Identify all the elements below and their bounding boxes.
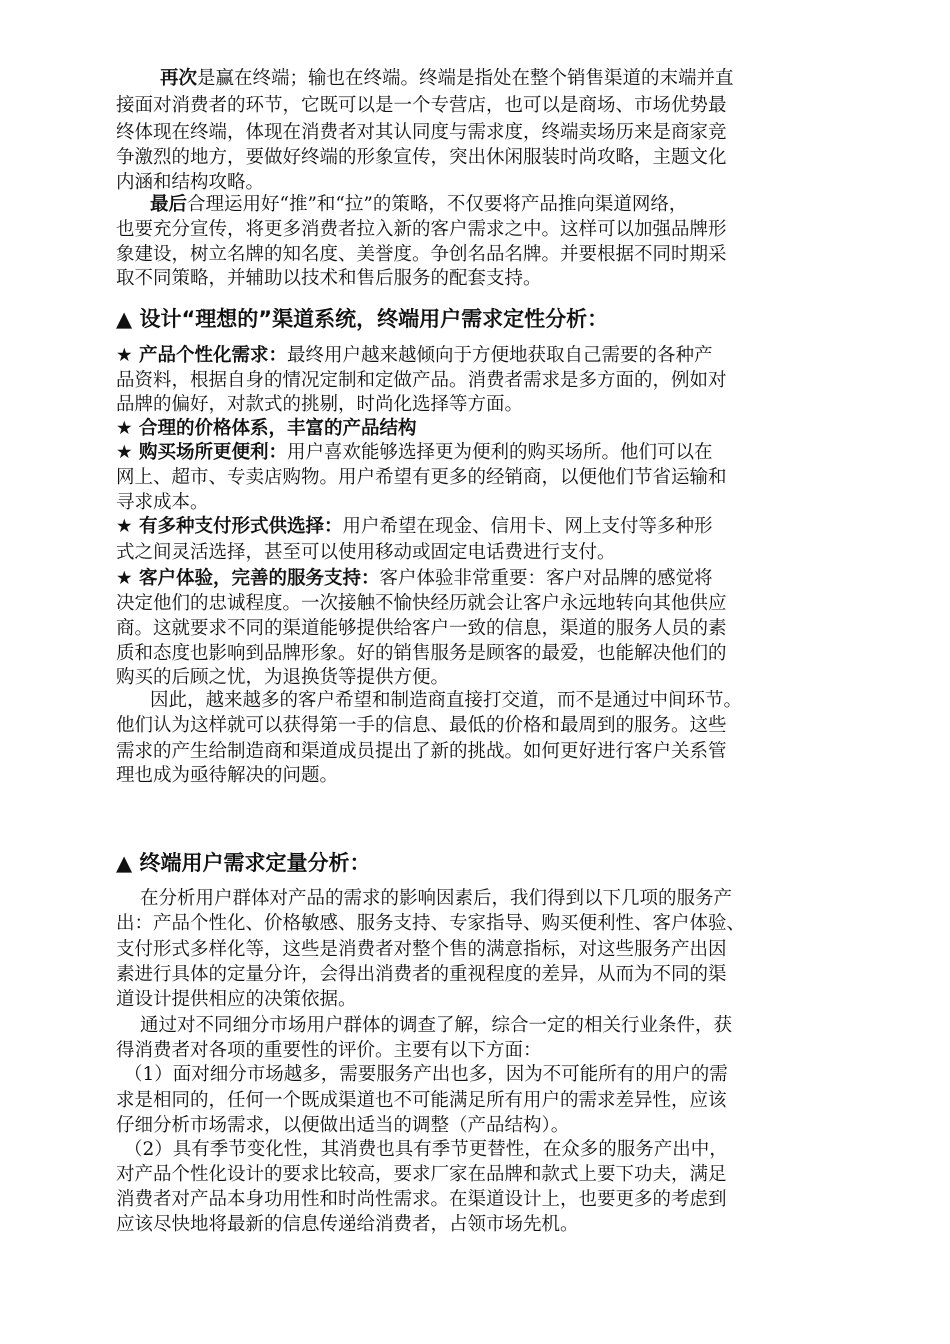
paragraph-line: 理也成为亟待解决的问题。 [116, 765, 339, 786]
list-item-line: 寻求成本。 [116, 492, 209, 513]
paragraph-lead: 最后 [150, 194, 188, 215]
paragraph-line: 因此，越来越多的客户希望和制造商直接打交道，而不是通过中间环节。 [150, 690, 743, 711]
paragraph-line: 接面对消费者的环节，它既可以是一个专营店，也可以是商场、市场优势最 [116, 95, 727, 116]
section-heading: ▲ 设计“理想的”渠道系统，终端用户需求定性分析： [116, 307, 609, 331]
paragraph-line: 争激烈的地方，要做好终端的形象宣传，突出休闲服装时尚攻略，主题文化 [116, 147, 727, 168]
paragraph-line: （1）面对细分市场越多，需要服务产出也多，因为不可能所有的用户的需 [124, 1064, 728, 1085]
section-heading: ▲ 终端用户需求定量分析： [116, 851, 371, 875]
list-item-line: 商。这就要求不同的渠道能够提供给客户一致的信息，渠道的服务人员的素 [116, 618, 727, 639]
list-item-line: 网上、超市、专卖店购物。用户希望有更多的经销商，以便他们节省运输和 [116, 467, 727, 488]
list-item-text: 最终用户越来越倾向于方便地获取自己需要的各种产 [287, 345, 713, 366]
paragraph-line [160, 70, 734, 89]
paragraph-line [150, 196, 687, 215]
list-item-label: ★ 购买场所更便利： [116, 442, 288, 463]
list-item-line: 式之间灵活选择，甚至可以使用移动或固定电话费进行支付。 [116, 542, 616, 563]
list-item-line: 决定他们的忠诚程度。一次接触不愉快经历就会让客户永远地转向其他供应 [116, 593, 727, 614]
list-item-label: ★ 合理的价格体系，丰富的产品结构 [116, 418, 417, 439]
paragraph-line: 消费者对产品本身功用性和时尚性需求。在渠道设计上，也要更多的考虑到 [116, 1189, 727, 1210]
paragraph-line: 道设计提供相应的决策依据。 [116, 989, 357, 1010]
paragraph-line: 素进行具体的定量分许，会得出消费者的重视程度的差异，从而为不同的渠 [116, 964, 727, 985]
paragraph-line: 得消费者对各项的重要性的评价。主要有以下方面： [116, 1040, 542, 1061]
list-item-line: 品牌的偏好，对款式的挑剔，时尚化选择等方面。 [116, 394, 524, 415]
paragraph-line: 通过对不同细分市场用户群体的调查了解，综合一定的相关行业条件，获 [140, 1015, 733, 1036]
paragraph-line: 求是相同的，任何一个既成渠道也不可能满足所有用户的需求差异性，应该 [116, 1090, 727, 1111]
paragraph-line: （2）具有季节变化性，其消费也具有季节更替性，在众多的服务产出中， [124, 1139, 728, 1160]
list-item [116, 420, 417, 439]
list-item-line: 品资料，根据自身的情况定制和定做产品。消费者需求是多方面的，例如对 [116, 370, 727, 391]
paragraph-line: 也要充分宣传，将更多消费者拉入新的客户需求之中。这样可以加强品牌形 [116, 219, 727, 240]
paragraph-line: 出：产品个性化、价格敏感、服务支持、专家指导、购买便利性、客户体验、 [116, 913, 746, 934]
paragraph-line: 取不同策略，并辅助以技术和售后服务的配套支持。 [116, 268, 542, 289]
paragraph-text: 合理运用好“推”和“拉”的策略，不仅要将产品推向渠道网络， [187, 194, 688, 215]
list-item-label: ★ 有多种支付形式供选择： [116, 516, 343, 537]
paragraph-line: 应该尽快地将最新的信息传递给消费者，占领市场先机。 [116, 1214, 579, 1235]
list-item [116, 570, 713, 589]
list-item [116, 518, 713, 537]
paragraph-line: 对产品个性化设计的要求比较高，要求厂家在品牌和款式上要下功夫，满足 [116, 1164, 727, 1185]
list-item-label: ★ 客户体验，完善的服务支持： [116, 568, 380, 589]
paragraph-line: 他们认为这样就可以获得第一手的信息、最低的价格和最周到的服务。这些 [116, 715, 727, 736]
paragraph-line: 在分析用户群体对产品的需求的影响因素后，我们得到以下几项的服务产 [140, 888, 733, 909]
paragraph-line: 象建设，树立名牌的知名度、美誉度。争创名品名牌。并要根据不同时期采 [116, 244, 727, 265]
list-item-label: ★ 产品个性化需求： [116, 345, 288, 366]
list-item-text: 客户体验非常重要：客户对品牌的感觉将 [379, 568, 713, 589]
list-item-line: 质和态度也影响到品牌形象。好的销售服务是顾客的最爱，也能解决他们的 [116, 643, 727, 664]
paragraph-line: 需求的产生给制造商和渠道成员提出了新的挑战。如何更好进行客户关系管 [116, 741, 727, 762]
list-item [116, 347, 713, 366]
paragraph-text: 是赢在终端；输也在终端。终端是指处在整个销售渠道的末端并直 [197, 68, 734, 89]
paragraph-line: 终体现在终端，体现在消费者对其认同度与需求度，终端卖场历来是商家竞 [116, 122, 727, 143]
paragraph-line: 支付形式多样化等，这些是消费者对整个售的满意指标，对这些服务产出因 [116, 939, 727, 960]
paragraph-line: 仔细分析市场需求，以便做出适当的调整（产品结构）。 [116, 1115, 570, 1136]
list-item-text: 用户喜欢能够选择更为便利的购买场所。他们可以在 [287, 442, 713, 463]
list-item [116, 444, 713, 463]
list-item-text: 用户希望在现金、信用卡、网上支付等多种形 [342, 516, 713, 537]
list-item-line: 购买的后顾之忧，为退换货等提供方便。 [116, 667, 450, 688]
paragraph-lead: 再次 [160, 68, 198, 89]
paragraph-line: 内涵和结构攻略。 [116, 172, 265, 193]
